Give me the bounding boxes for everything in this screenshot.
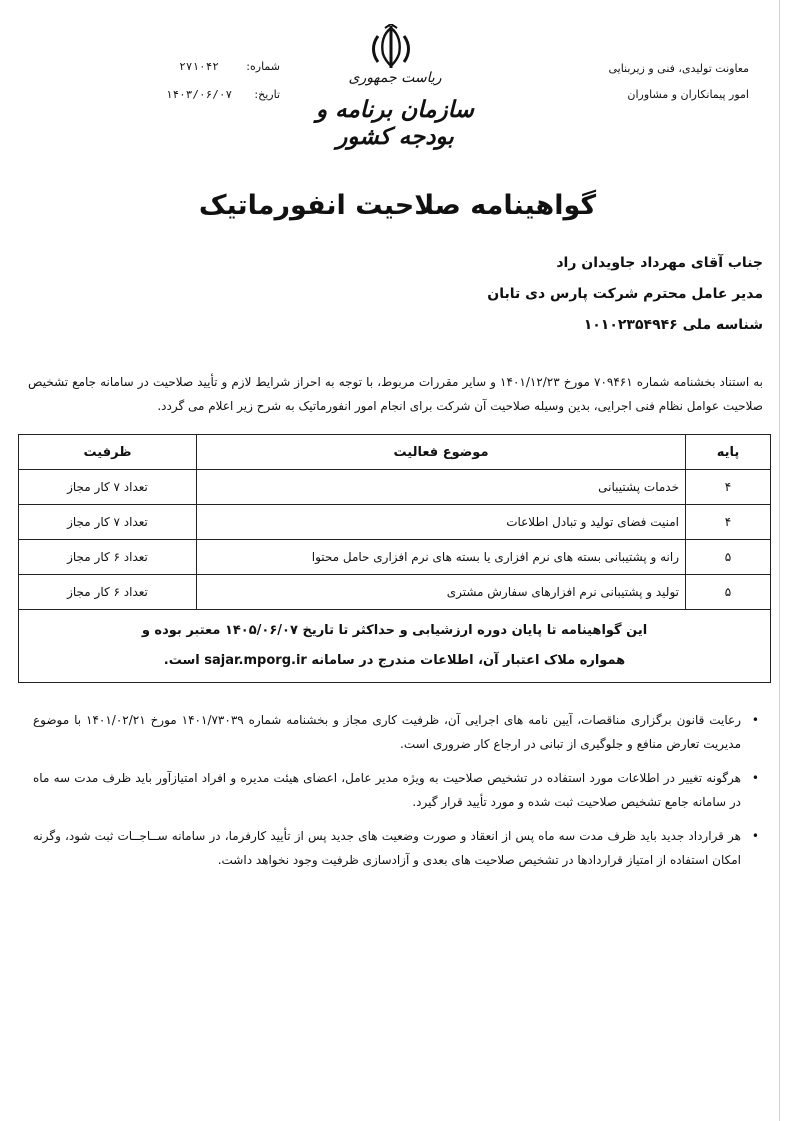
date-value: ۱۴۰۳/۰۶/۰۷: [165, 87, 233, 101]
row-subject: تولید و پشتیبانی نرم افزارهای سفارش مشتری: [197, 575, 686, 610]
recipient-block: [263, 248, 763, 341]
table-row: [19, 470, 771, 505]
validity-note-line-1: این گواهینامه تا پایان دوره ارزشیابی و حداکثر تا تاریخ ۱۴۰۵/۰۶/۰۷ معتبر بوده و: [141, 623, 648, 638]
row-subject: رانه و پشتیبانی بسته های نرم افزاری یا بسته های نرم افزاری حامل محتوا: [197, 540, 686, 575]
reference-block: [80, 52, 280, 108]
table-row: [19, 575, 771, 610]
row-capacity: تعداد ۷ کار مجاز: [19, 505, 197, 540]
row-capacity: تعداد ۶ کار مجاز: [19, 575, 197, 610]
department-line-2: امور پیمانکاران و مشاوران: [627, 88, 749, 101]
row-base: ۴: [686, 470, 771, 505]
row-capacity: تعداد ۷ کار مجاز: [19, 470, 197, 505]
table-header-row: [19, 435, 771, 470]
date-label: تاریخ:: [254, 87, 280, 101]
list-item: • رعایت قانون برگزاری مناقصات، آیین نامه های اجرایی آن، ظرفیت کاری مجاز و بخشنامه شماره ۱۴۰۱/۷۳۰۳۹ مورخ ۱۴۰۱/۰۲/۲۱ با موضوع مدیریت تعارض منافع و جلوگیری از تبانی در ارجاع کار ضروری است.: [33, 708, 763, 756]
row-base: ۴: [686, 505, 771, 540]
iran-emblem-icon: [369, 24, 413, 70]
number-row: [80, 52, 280, 80]
row-subject: خدمات پشتیبانی: [197, 470, 686, 505]
date-row: [80, 80, 280, 108]
row-base: ۵: [686, 540, 771, 575]
certificate-title: گواهینامه صلاحیت انفورماتیک: [198, 190, 597, 221]
page-edge-divider: [779, 0, 780, 1121]
validity-note-row: [19, 610, 771, 683]
department-line-1: معاونت تولیدی، فنی و زیربنایی: [608, 62, 749, 75]
intro-paragraph: به استناد بخشنامه شماره ۷۰۹۴۶۱ مورخ ۱۴۰۱/۱۲/۲۳ و سایر مقررات مربوط، با توجه به احراز شرایط لازم و تأیید صلاحیت در سامانه جامع تشخیص صلاحیت عوامل نظام فنی اجرایی، بدین وسیله صلاحیت آن شرکت برای انجام امور انفورماتیک به شرح زیر اعلام می گردد.: [28, 375, 763, 413]
organization-name: سازمان برنامه و بودجه کشور: [316, 96, 474, 150]
recipient-name: جناب آقای مهرداد جاویدان راد: [556, 255, 763, 271]
header-base: پایه: [686, 435, 771, 470]
table-row: [19, 505, 771, 540]
validity-note-line-2: همواره ملاک اعتبار آن، اطلاعات مندرج در سامانه sajar.mporg.ir است.: [163, 653, 626, 668]
number-value: ۲۷۱۰۴۲: [179, 59, 219, 73]
header-subject: موضوع فعالیت: [197, 435, 686, 470]
recipient-position: مدیر عامل محترم شرکت پارس دی تابان: [487, 286, 763, 302]
header-capacity: ظرفیت: [19, 435, 197, 470]
qualification-table: [18, 434, 771, 683]
presidency-text: ریاست جمهوری: [348, 70, 442, 86]
department-block: [499, 56, 749, 108]
conditions-list: [33, 708, 763, 882]
list-item: • هر قرارداد جدید باید ظرف مدت سه ماه پس از انعقاد و صورت وضعیت های جدید پس از تأیید کارفرما، در سامانه ســاجــات ثبت شود، وگرنه امکان استفاده از امتیاز قراردادها در تشخیص صلاحیت های بعدی و آزادسازی ظرفیت وجود نخواهد داشت.: [33, 824, 763, 872]
validity-note: [19, 610, 771, 683]
row-subject: امنیت فضای تولید و تبادل اطلاعات: [197, 505, 686, 540]
row-base: ۵: [686, 575, 771, 610]
row-capacity: تعداد ۶ کار مجاز: [19, 540, 197, 575]
national-id: شناسه ملی ۱۰۱۰۲۳۵۴۹۴۶: [583, 317, 763, 333]
list-item: • هرگونه تغییر در اطلاعات مورد استفاده در تشخیص صلاحیت به ویژه مدیر عامل، اعضای هیئت مدیره و افراد امتیازآور باید ظرف مدت سه ماه در سامانه جامع تشخیص صلاحیت ثبت شده و مورد تأیید قرار گیرد.: [33, 766, 763, 814]
number-label: شماره:: [246, 59, 280, 73]
table-row: [19, 540, 771, 575]
